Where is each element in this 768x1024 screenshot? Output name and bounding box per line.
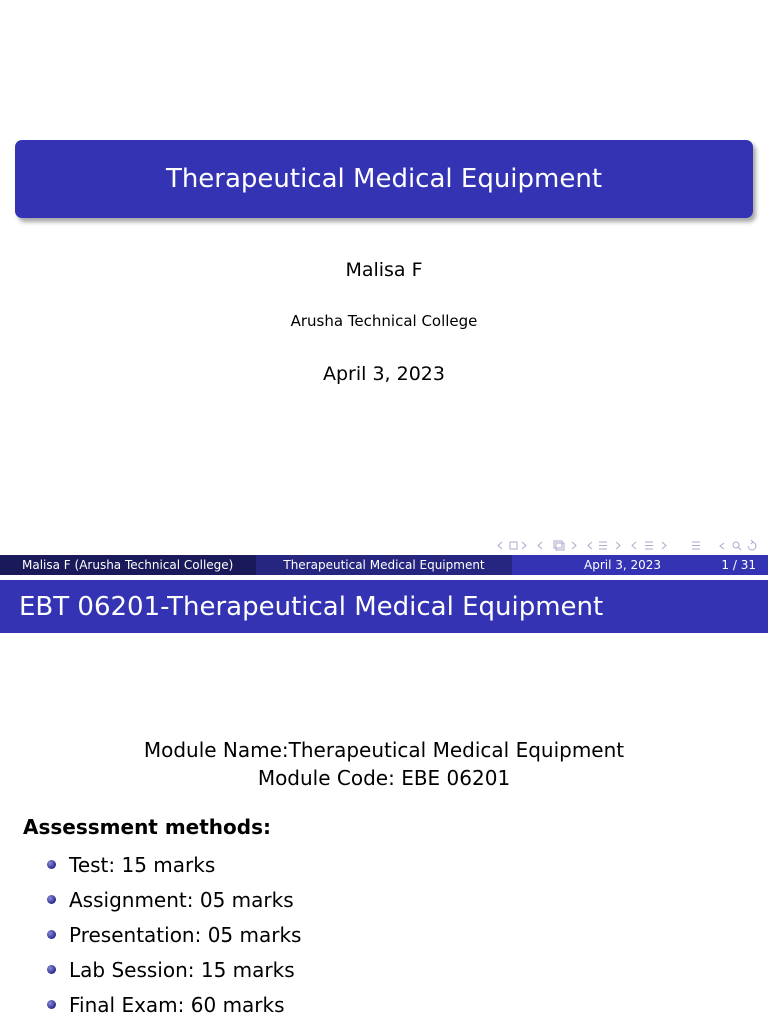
presentation-date: April 3, 2023 — [323, 363, 445, 385]
navigation-symbols[interactable] — [496, 539, 762, 552]
footer-author: Malisa F (Arusha Technical College) — [0, 555, 256, 575]
footer-title: Therapeutical Medical Equipment — [256, 555, 512, 575]
method-label: Test: 15 marks — [69, 852, 216, 877]
bullet-icon — [47, 930, 56, 939]
assessment-heading: Assessment methods: — [23, 815, 271, 839]
author: Malisa F — [345, 259, 423, 281]
nav-first-icon[interactable] — [498, 542, 526, 549]
method-label: Lab Session: 15 marks — [69, 957, 295, 982]
footer-bar — [0, 555, 768, 575]
method-label: Final Exam: 60 marks — [69, 992, 285, 1017]
list-item — [0, 987, 301, 1022]
bullet-icon — [47, 1000, 56, 1009]
nav-align-icon[interactable] — [692, 542, 700, 549]
title-box — [15, 140, 753, 218]
method-label: Assignment: 05 marks — [69, 887, 294, 912]
nav-frame-icon[interactable] — [538, 541, 576, 550]
list-item — [0, 952, 301, 987]
nav-subsection-icon[interactable] — [588, 542, 620, 549]
institute: Arusha Technical College — [290, 312, 478, 330]
module-code: Module Code: EBE 06201 — [257, 766, 511, 790]
bullet-icon — [47, 860, 56, 869]
list-item — [0, 847, 301, 882]
method-label: Presentation: 05 marks — [69, 922, 302, 947]
footer-date-page — [512, 555, 768, 575]
nav-search-icon[interactable] — [720, 540, 756, 550]
bullet-icon — [47, 895, 56, 904]
assessment-list — [0, 847, 301, 1022]
bullet-icon — [47, 965, 56, 974]
presentation-title: Therapeutical Medical Equipment — [165, 164, 603, 194]
list-item — [0, 882, 301, 917]
list-item — [0, 917, 301, 952]
footer-page-number: 1 / 31 — [721, 558, 756, 572]
module-name: Module Name:Therapeutical Medical Equipment — [143, 738, 625, 762]
frame-title: EBT 06201-Therapeutical Medical Equipment — [0, 580, 768, 633]
nav-section-icon[interactable] — [632, 542, 666, 549]
footer-date: April 3, 2023 — [584, 558, 662, 572]
